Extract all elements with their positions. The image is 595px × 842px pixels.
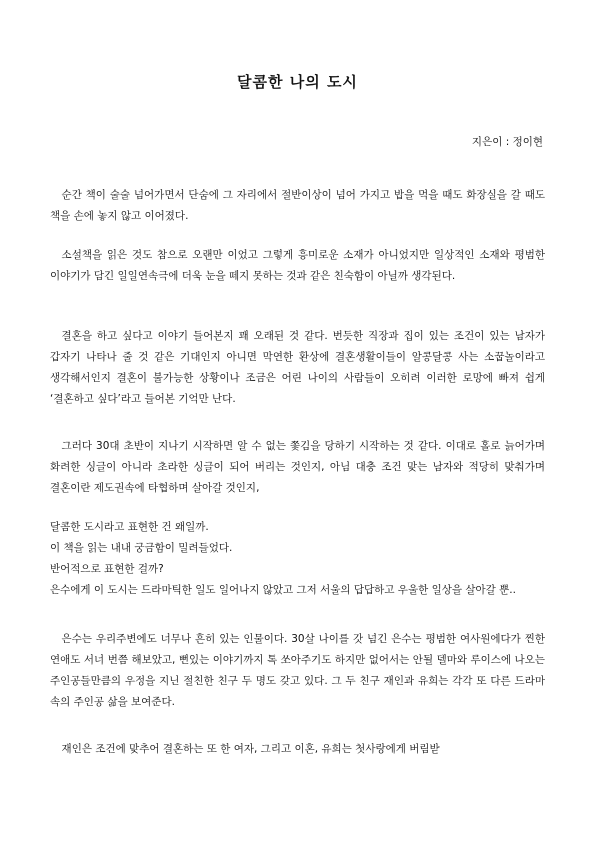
author-line: 지은이 : 정이현 xyxy=(471,136,543,148)
paragraph-text: 결혼을 하고 싶다고 이야기 들어본지 꽤 오래된 것 같다. 번듯한 직장과 집이 있는 조건이 있는 남자가 갑자기 나타나 줄 것 같은 기대인지 아니면 막연한 환상에 결혼생활이들이 알콩달콩 사는 소꿉놀이라고 생각해서인지 결혼이 불가능한 상황이나 조금은 어린 나이의 사람들이 오히려 이러한 로망에 빠져 쉽게 ‘결혼하고 싶다’라고 들어본 기억만 난다. xyxy=(50,330,545,405)
paragraph-5 xyxy=(50,629,545,713)
paragraph-6 xyxy=(50,739,545,760)
text-line: 반어적으로 표현한 걸까? xyxy=(50,563,164,575)
paragraph-1 xyxy=(50,185,545,227)
paragraph-4 xyxy=(50,436,545,499)
text-line: 달콤한 도시라고 표현한 건 왜일까. xyxy=(50,521,209,533)
line-group xyxy=(50,517,545,601)
paragraph-text: 그러다 30대 초반이 지나기 시작하면 알 수 없는 쫓김을 당하기 시작하는 것 같다. 이대로 홀로 늙어가며 화려한 싱글이 아니라 초라한 싱글이 되어 버리는 것인지, 아님 대충 조건 맞는 남자와 적당히 맞춰가며 결혼이란 제도권속에 타협하며 살아갈 것인지, xyxy=(50,440,545,494)
text-line: 이 책을 읽는 내내 궁금함이 밀려들었다. xyxy=(50,542,233,554)
paragraph-text: 은수는 우리주변에도 너무나 흔히 있는 인물이다. 30살 나이를 갓 넘긴 은수는 평범한 여사원에다가 찐한 연애도 서너 번쯤 해보았고, 뻔있는 이야기까지 톡 쏘아주기도 하지만 없어서는 안될 델마와 루이스에 나오는 주인공들만큼의 우정을 지닌 절친한 친구 두 명도 갖고 있다. 그 두 친구 재인과 유희는 각각 또 다른 드라마 속의 주인공 삶을 보여준다. xyxy=(50,633,545,708)
paragraph-text: 재인은 조건에 맞추어 결혼하는 또 한 여자, 그리고 이혼, 유희는 첫사랑에게 버림받 xyxy=(61,743,440,755)
paragraph-text: 순간 책이 술술 넘어가면서 단숨에 그 자리에서 절반이상이 넘어 가지고 밥을 먹을 때도 화장실을 갈 때도 책을 손에 놓지 않고 이어졌다. xyxy=(50,189,545,222)
paragraph-3 xyxy=(50,326,545,410)
document-title: 달콤한 나의 도시 xyxy=(237,73,358,91)
paragraph-text: 소설책을 읽은 것도 참으로 오랜만 이었고 그렇게 흥미로운 소재가 아니었지만 일상적인 소재와 평범한 이야기가 담긴 일일연속극에 더욱 눈을 떼지 못하는 것과 같은 친숙함이 아닐까 생각된다. xyxy=(50,249,545,282)
text-line: 은수에게 이 도시는 드라마틱한 일도 일어나지 않았고 그저 서울의 답답하고 우울한 일상을 살아갈 뿐.. xyxy=(50,584,516,596)
paragraph-2 xyxy=(50,245,545,287)
